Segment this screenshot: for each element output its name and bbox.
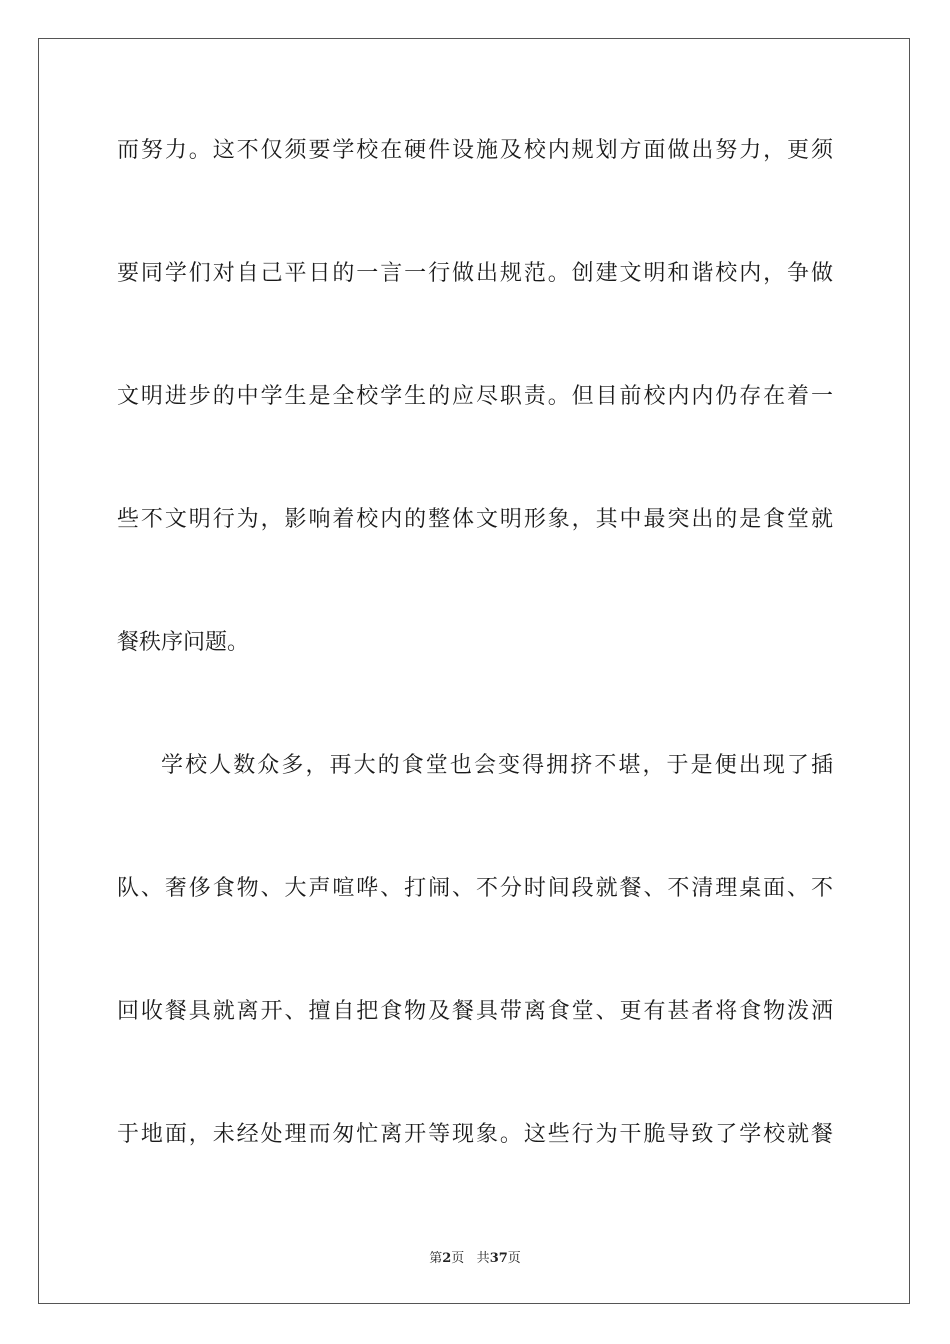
paragraph-line: 而努力。这不仅须要学校在硬件设施及校内规划方面做出努力，更须 (117, 138, 833, 163)
paragraph-line: 些不文明行为，影响着校内的整体文明形象，其中最突出的是食堂就 (117, 507, 833, 532)
page-footer (0, 1247, 950, 1266)
total-suffix: 页 (507, 1251, 521, 1266)
page-prefix: 第 (429, 1251, 443, 1266)
paragraph-line: 餐秩序问题。 (117, 630, 250, 655)
paragraph-line: 学校人数众多，再大的食堂也会变得拥挤不堪，于是便出现了插 (161, 753, 833, 778)
total-prefix: 共 (476, 1251, 490, 1266)
paragraph-line: 文明进步的中学生是全校学生的应尽职责。但目前校内内仍存在着一 (117, 384, 833, 409)
page-suffix: 页 (451, 1251, 465, 1266)
paragraph-line: 回收餐具就离开、擅自把食物及餐具带离食堂、更有甚者将食物泼洒 (117, 999, 833, 1024)
paragraph-line: 队、奢侈食物、大声喧哗、打闹、不分时间段就餐、不清理桌面、不 (117, 876, 833, 901)
page-border (38, 38, 910, 1304)
page-number: 2 (442, 1251, 452, 1266)
total-pages: 37 (489, 1251, 508, 1266)
paragraph-line: 要同学们对自己平日的一言一行做出规范。创建文明和谐校内，争做 (117, 261, 833, 286)
paragraph-line: 于地面，未经处理而匆忙离开等现象。这些行为干脆导致了学校就餐 (117, 1122, 833, 1147)
